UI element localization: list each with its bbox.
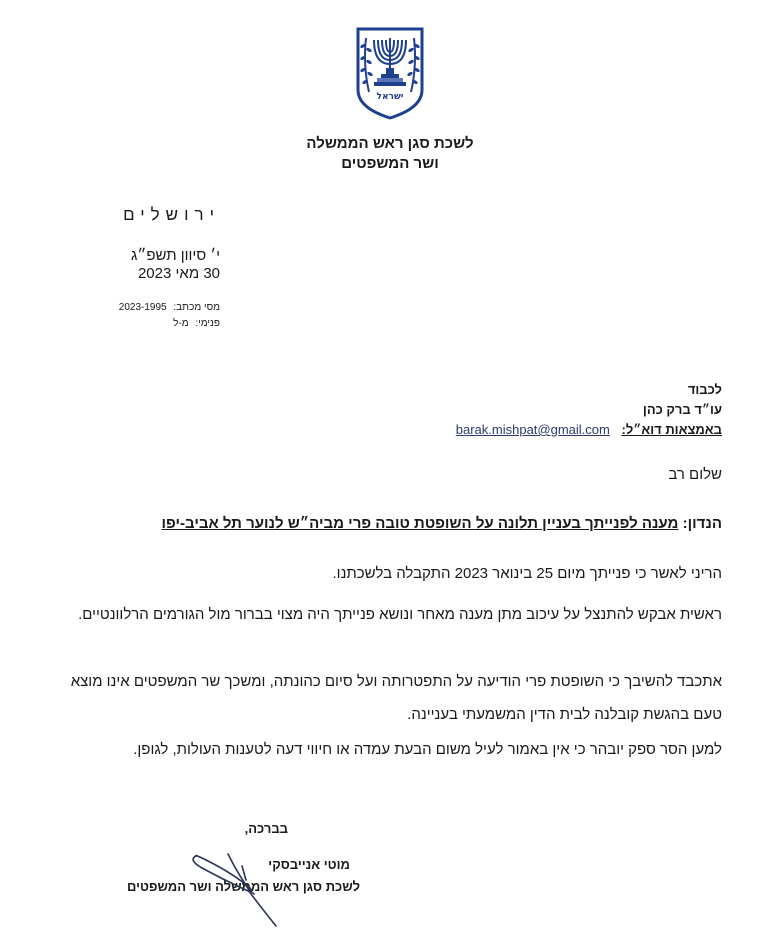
office-line-1: לשכת סגן ראש הממשלה xyxy=(306,135,474,152)
internal-ref xyxy=(60,316,220,332)
recipient-via xyxy=(322,420,722,440)
internal-ref-value: מ-ל xyxy=(173,318,189,329)
office-header xyxy=(290,134,490,174)
signer-office: לשכת סגן ראש הממשלה ושר המשפטים xyxy=(127,879,360,894)
signer-name: מוטי אנייבסקי xyxy=(268,857,350,872)
body-paragraph-4: למען הסר ספק יובהר כי אין באמור לעיל משום הבעת עמדה או חיווי דעה לטענות העולות, לגופן. xyxy=(133,741,722,758)
recipient-block xyxy=(322,380,722,440)
greeting: שלום רב xyxy=(668,466,722,483)
letter-number xyxy=(60,300,220,316)
subject-label: הנדון: xyxy=(682,515,722,532)
hebrew-date: י׳ סיוון תשפ״ג xyxy=(131,247,220,264)
subject-line xyxy=(82,514,722,534)
closing-regards: בברכה, xyxy=(244,821,288,836)
recipient-name: עו״ד ברק כהן xyxy=(642,402,722,417)
via-email-label: באמצאות דוא״ל: xyxy=(621,422,722,437)
body-paragraph-2: ראשית אבקש להתנצל על עיכוב מתן מענה מאחר ונושא פנייתך היה מצוי בברור מול הגורמים הרלוונטיים. xyxy=(78,606,722,623)
gregorian-date: 30 מאי 2023 xyxy=(137,265,220,282)
subject-text: מענה לפנייתך בעניין תלונה על השופטת טובה פרי מביה״ש לנוער תל אביב-יפו xyxy=(161,515,679,532)
body-paragraph-1: הריני לאשר כי פנייתך מיום 25 בינואר 2023 התקבלה בלשכתנו. xyxy=(332,565,722,582)
internal-ref-label: פנימי: xyxy=(195,318,220,329)
svg-text:ישראל: ישראל xyxy=(376,92,404,102)
state-of-israel-emblem-icon xyxy=(355,26,425,120)
city: ירושלים xyxy=(123,205,220,224)
state-emblem xyxy=(355,26,425,120)
signature-icon xyxy=(184,850,294,930)
office-line-2: ושר המשפטים xyxy=(341,155,439,172)
reference-numbers xyxy=(60,300,220,332)
recipient-email-link[interactable]: barak.mishpat@gmail.com xyxy=(455,422,610,437)
handwritten-signature xyxy=(184,850,294,930)
letter-number-label: מסי מכתב: xyxy=(173,302,220,313)
body-paragraph-3: אתכבד להשיבך כי השופטת פרי הודיעה על התפטרותה ועל סיום כהונתה, ומשכך שר המשפטים אינו מוצא טעם בהגשת קובלנה לבית הדין המשמעתי בעניינה. xyxy=(70,673,722,723)
letter-number-value: 2023-1995 xyxy=(118,302,167,313)
recipient-salutation: לכבוד xyxy=(687,382,722,397)
